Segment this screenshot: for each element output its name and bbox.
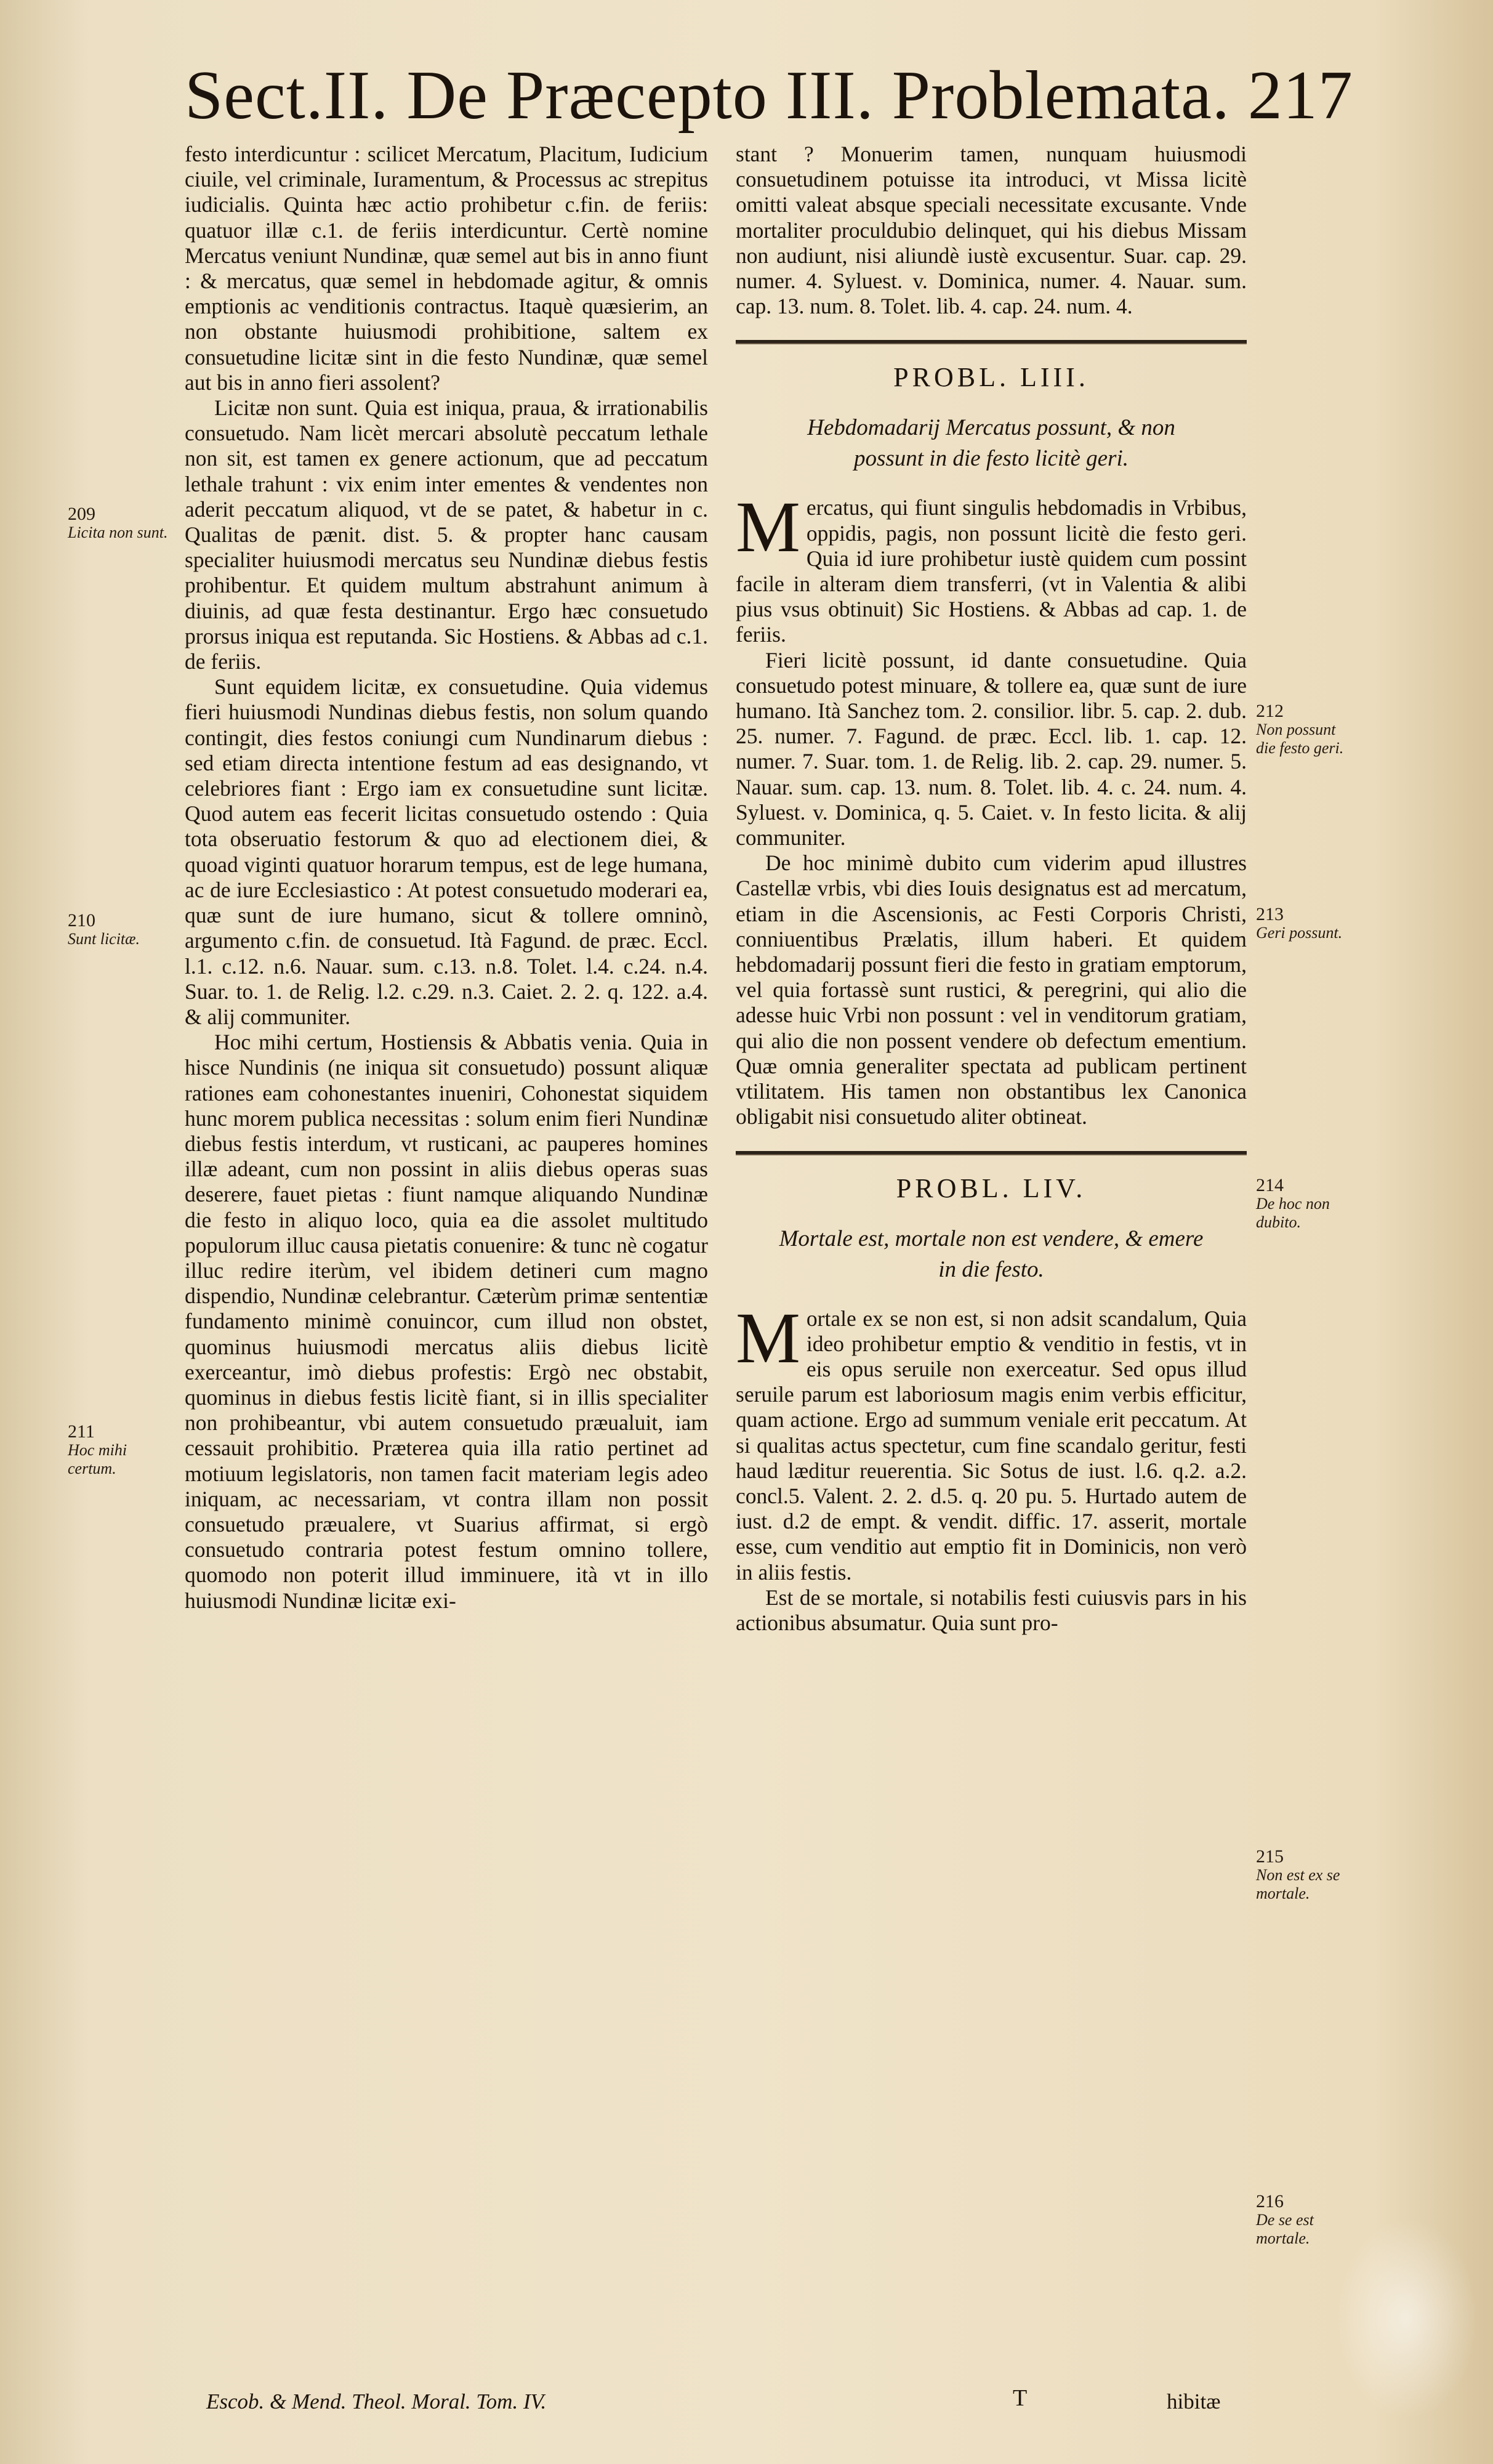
margin-note-209: [68, 505, 172, 542]
left-paragraph-4: Hoc mihi certum, Hostiensis & Abbatis venia. Quia in hisce Nundinis (ne iniqua sit consuetudo) possunt aliquæ rationes eam cohonestantes inueniri, Cohonestat siquidem hunc morem publica necessitas : solum enim fieri Nundinæ diebus festis interdum, vt rusticani, ac pauperes homines illæ adeant, cum non possint in aliis diebus operas suas deserere, fauet pietas : fiunt namque aliquando Nundinæ die festo in aliquo loco, quia ea die assolet multitudo populorum illuc causa pietatis conuenire: & tunc nè cogatur illuc redire iterùm, vel ibidem detineri cum magno dispendio, Nundinæ celebrantur. Cæterùm primæ sententiæ fundamento minimè conuincor, cum illud non obstet, quominus huiusmodi mercatus aliis diebus licitè exerceantur, imò diebus profestis: Ergò nec obstabit, quominus in diebus festis licitè fiant, si in illis specialiter non prohibeantur, vbi autem consuetudo præualuit, iam cessauit prohibitio. Præterea quia illa ratio pertinet ad motiuum legislatoris, non tamen facit materiam legis adeo iniquam, ac necessariam, vt contra illam non possit consuetudo præualere, vt Suarius affirmat, si ergò consuetudo contraria potest festum omnino tollere, quomodo non poterit illud imminuere, ità vt in illo huiusmodi Nundinæ licitæ exi-: [185, 1030, 708, 1613]
margin-note-text: Sunt licitæ.: [68, 930, 140, 948]
paragraph-text: ortale ex se non est, si non adsit scandalum, Quia ideo prohibetur emptio & venditio in festis, vt in eis opus seruile non exerceatur. Sed opus illud seruile parum est laboriosum magis enim verbis efficitur, quam actione. Ergo ad summum veniale erit peccatum. At si qualitas actus spectetur, cum fine scandalo geritur, festi haud læditur reuerentia. Sic Sotus de iust. l.6. q.2. a.2. concl.5. Valent. 2. 2. d.5. q. 20 pu. 5. Hurtado autem de iust. d.2 de empt. & vendit. diffic. 17. asserit, mortale esse, cum venditio aut emptio fit in Dominicis, non verò in aliis festis.: [736, 1306, 1247, 1585]
paragraph-text: ercatus, qui fiunt singulis hebdomadis in Vrbibus, oppidis, pagis, non possunt licitè die festo geri. Quia id iure prohibetur iustè quidem cum possint facile in alteram diem transferri, (vt in Valentia & alibi pius vsus obtinuit) Sic Hostiens. & Abbas ad cap. 1. de feriis.: [736, 495, 1247, 647]
margin-note-212: [1256, 702, 1348, 757]
problem-53-subtitle: Hebdomadarij Mercatus possunt, & non possunt in die festo licitè geri.: [807, 415, 1175, 472]
problem-54-paragraph-2: Est de se mortale, si notabilis festi cuiusvis pars in his actionibus absumatur. Quia sunt pro-: [736, 1585, 1247, 1635]
drop-cap: M: [736, 1297, 800, 1378]
catchword: hibitæ: [1167, 2389, 1221, 2414]
problem-54-title: PROBL. LIV.: [896, 1173, 1087, 1203]
margin-note-number: 213: [1256, 904, 1284, 924]
problem-54-paragraph-1: [736, 1297, 1247, 1585]
margin-note-214: [1256, 1176, 1348, 1232]
margin-note-number: 216: [1256, 2191, 1284, 2212]
margin-note-213: [1256, 905, 1348, 942]
left-paragraph-2: Licitæ non sunt. Quia est iniqua, praua, & irrationabilis consuetudo. Nam licèt mercari absolutè peccatum lethale non sit, est tamen ex genere actionum, que ad peccatum lethale trahunt : vix enim inter ementes & vendentes non aderit peccatum aliquod, vt de se patet, & habetur in c. Qualitas de pænit. dist. 5. & propter hanc causam specialiter huiusmodi mercatus seu Nundinæ diebus festis prohibentur. Et quidem multum abstrahunt animum à diuinis, ad quæ festa destinantur. Ergo hæc consuetudo prorsus iniqua est reputanda. Sic Hostiens. & Abbas ad c.1. de feriis.: [185, 395, 708, 674]
section-rule: [736, 340, 1247, 343]
margin-note-text: Geri possunt.: [1256, 924, 1343, 942]
problem-54-subtitle: Mortale est, mortale non est vendere, & emere in die festo.: [779, 1226, 1204, 1282]
margin-note-text: De se est mortale.: [1256, 2211, 1314, 2247]
margin-note-number: 212: [1256, 701, 1284, 721]
margin-note-number: 209: [68, 504, 95, 524]
margin-note-text: Non est ex se mortale.: [1256, 1866, 1340, 1902]
margin-note-number: 214: [1256, 1175, 1284, 1195]
left-paragraph-3: Sunt equidem licitæ, ex consuetudine. Quia videmus fieri huiusmodi Nundinas diebus festis, non solum quando contingit, dies festos coniungi cum Nundinarum diebus : sed etiam directa intentione festum ad eas designando, vt celebriores fiant : Ergo iam ex consuetudine sunt licitæ. Quod autem eas fecerit licitas consuetudo ostendo : Quia tota obseruatio festorum & quo ad electionem diei, & quoad viginti quatuor horarum tempus, est de lege humana, ac de iure Ecclesiastico : At potest consuetudo moderari ea, quæ sunt de iure humano, sicut & tollere omninò, argumento c.fin. de consuetud. Ità Fagund. de præc. Eccl. l.1. c.12. n.6. Nauar. sum. c.13. n.8. Tolet. l.4. c.24. n.4. Suar. to. 1. de Relig. l.2. c.29. n.3. Caiet. 2. 2. q. 122. a.4. & alij communiter.: [185, 674, 708, 1029]
margin-note-216: [1256, 2192, 1348, 2248]
problem-53-paragraph-1: [736, 487, 1247, 647]
running-head: Sect.II. De Præcepto III. Problemata. 217: [185, 57, 1353, 134]
margin-note-215: [1256, 1848, 1348, 1903]
margin-note-text: De hoc non dubito.: [1256, 1195, 1330, 1231]
left-column: [185, 142, 708, 1614]
problem-53-title: PROBL. LIII.: [893, 362, 1089, 393]
margin-note-text: Hoc mihi certum.: [68, 1441, 127, 1477]
problem-53-paragraph-3: De hoc minimè dubito cum viderim apud illustres Castellæ vrbis, vbi dies Iouis designatus est ad mercatum, etiam in die Ascensionis, ac Festi Corporis Christi, conniuentibus Prælatis, illum haberi. Et quidem hebdomadarij possunt fieri die festo in gratiam emptorum, vel quia fortassè sunt rustici, & peregrini, qui alio die adesse huic Vrbi non possunt : vel in venditorum gratiam, qui alio die non possent vendere ob defectum ementium. Quæ omnia generaliter spectata ad publicam pertinent vtilitatem. His tamen non obstantibus lex Canonica obligabit nisi consuetudo aliter obtineat.: [736, 850, 1247, 1129]
margin-note-210: [68, 911, 172, 948]
paper-stain: [1336, 2217, 1478, 2420]
footer-author-line: Escob. & Mend. Theol. Moral. Tom. IV.: [206, 2389, 547, 2414]
margin-note-number: 215: [1256, 1846, 1284, 1867]
margin-note-number: 211: [68, 1421, 95, 1442]
left-paragraph-1: festo interdicuntur : scilicet Mercatum, Placitum, Iudicium ciuile, vel criminale, Iuramentum, & Processus ac strepitus iudicialis. Quinta hæc actio prohibetur c.fin. de feriis: quatuor illæ c.1. de feriis interdicuntur. Certè nomine Mercatus veniunt Nundinæ, quæ semel aut bis in anno fiunt : & mercatus, quæ semel in hebdomade agitur, & omnis emptionis ac venditionis contractus. Itaquè quæsierim, an non obstante huiusmodi prohibitione, saltem ex consuetudine licitæ sint in die festo Nundinæ, quæ semel aut bis in anno fieri assolent?: [185, 142, 708, 395]
margin-note-text: Licita non sunt.: [68, 523, 168, 541]
section-rule: [736, 1151, 1247, 1154]
margin-note-211: [68, 1423, 172, 1478]
problem-53-paragraph-2: Fieri licitè possunt, id dante consuetudine. Quia consuetudo potest minuare, & tollere ea, quæ sunt de iure humano. Ità Sanchez tom. 2. consilior. libr. 5. cap. 2. dub. 25. numer. 7. Fagund. de præc. Eccl. lib. 1. cap. 12. numer. 7. Suar. tom. 1. de Relig. lib. 2. cap. 29. numer. 5. Nauar. sum. cap. 13. num. 8. Tolet. lib. 4. c. 24. num. 4. Syluest. v. Dominica, q. 5. Caiet. v. In festo licita. & alij communiter.: [736, 647, 1247, 850]
margin-note-number: 210: [68, 910, 95, 931]
margin-note-text: Non possunt die festo geri.: [1256, 721, 1344, 757]
right-paragraph-continuation: stant ? Monuerim tamen, nunquam huiusmodi consuetudinem potuisse ita introduci, vt Missa licitè omitti valeat absque speciali necessitate excusante. Vnde mortaliter proculdubio delinquet, qui his diebus Missam non audiunt, nisi aliundè iustè excusentur. Suar. cap. 29. numer. 4. Syluest. v. Dominica, numer. 4. Nauar. sum. cap. 13. num. 8. Tolet. lib. 4. cap. 24. num. 4.: [736, 142, 1247, 319]
right-column: [736, 142, 1247, 1636]
drop-cap: M: [736, 487, 800, 568]
signature-mark: T: [1013, 2385, 1028, 2411]
